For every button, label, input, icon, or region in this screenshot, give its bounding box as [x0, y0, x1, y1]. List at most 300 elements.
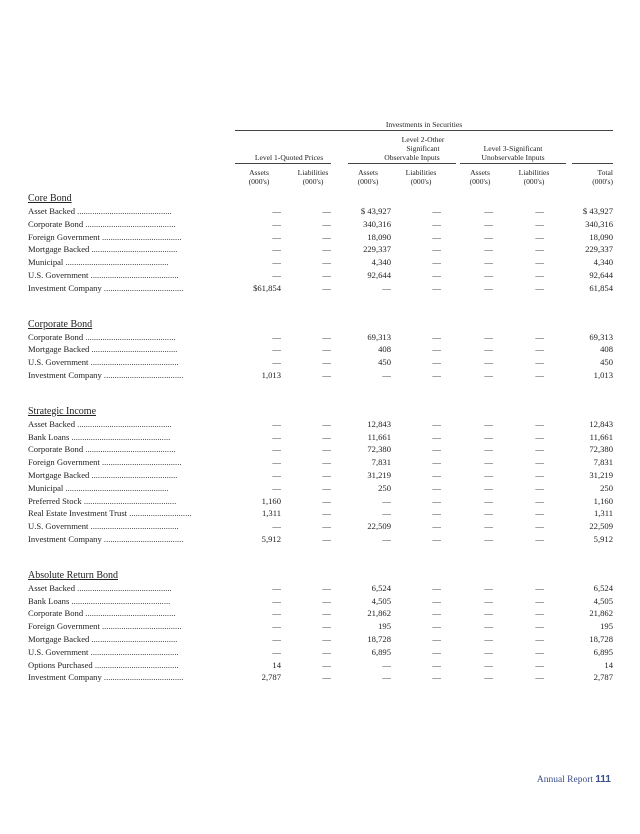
cell-l2-liabilities: — — [432, 608, 441, 619]
cell-l2-assets: $ 43,927 — [360, 206, 391, 216]
leader-dots: ..................................... — [101, 672, 184, 683]
cell-l3-assets: — — [484, 206, 493, 216]
row-label-text: Asset Backed — [28, 582, 76, 593]
cell-l1-liabilities: — — [322, 621, 331, 632]
cell-l2-assets: — — [382, 533, 391, 544]
row-label-text: Bank Loans — [28, 431, 70, 442]
cell-total: 22,509 — [589, 521, 613, 532]
cell-total: 4,505 — [593, 595, 613, 606]
row-label-text: Corporate Bond — [28, 608, 84, 619]
table-row — [28, 495, 613, 508]
cell-l2-liabilities: — — [432, 672, 441, 683]
cell-l3-liabilities: — — [535, 482, 544, 493]
cell-l2-liabilities: — — [432, 357, 441, 368]
cell-l3-assets: — — [484, 533, 493, 544]
cell-l1-assets: — — [272, 482, 281, 493]
cell-l2-liabilities: — — [432, 621, 441, 632]
cell-l3-liabilities: — — [535, 672, 544, 683]
cell-l1-assets: — — [272, 244, 281, 255]
cell-l2-assets: 22,509 — [367, 521, 391, 532]
cell-l3-assets: — — [484, 621, 493, 632]
cell-l3-assets: — — [484, 444, 493, 455]
cell-l3-liabilities: — — [535, 495, 544, 506]
cell-l2-liabilities: — — [432, 206, 441, 216]
leader-dots: ........................................... — [81, 495, 177, 506]
cell-l3-liabilities: — — [535, 231, 544, 242]
leader-dots: ......................................... — [88, 646, 179, 657]
cell-l2-liabilities: — — [432, 431, 441, 442]
cell-l3-liabilities: — — [535, 633, 544, 644]
cell-l1-liabilities: — — [322, 482, 331, 493]
cell-total: 21,862 — [589, 608, 613, 619]
row-label-text: Investment Company — [28, 533, 102, 544]
row-label — [28, 431, 234, 444]
col-l2-liabilities: Liabilities — [405, 168, 437, 177]
page-number: 111 — [595, 774, 611, 785]
cell-l3-liabilities: — — [535, 369, 544, 380]
cell-l2-assets: 12,843 — [367, 418, 391, 429]
table-row — [28, 646, 613, 659]
cell-l2-liabilities: — — [432, 595, 441, 606]
section-spacer — [28, 295, 613, 318]
cell-l2-assets: 229,337 — [363, 244, 391, 255]
table-row — [28, 607, 613, 620]
cell-l1-liabilities: — — [322, 608, 331, 619]
total-rule — [572, 163, 613, 164]
table-row — [28, 595, 613, 608]
cell-l3-assets: — — [484, 672, 493, 683]
table-row — [28, 356, 613, 369]
row-label-text: Preferred Stock — [28, 495, 82, 506]
cell-l3-assets: — — [484, 582, 493, 593]
leader-dots: ................................................ — [63, 482, 169, 493]
level1-rule — [235, 163, 331, 164]
section-table — [28, 582, 613, 684]
leader-dots: .............................................. — [69, 595, 171, 606]
cell-l3-assets: — — [484, 646, 493, 657]
cell-l3-assets: — — [484, 659, 493, 670]
level2-title-line1: Level 2-Other — [401, 135, 445, 144]
col-l2-assets: Assets — [358, 168, 378, 177]
cell-l3-liabilities: — — [535, 282, 544, 293]
row-label — [28, 671, 234, 684]
cell-l1-assets: — — [272, 595, 281, 606]
cell-l2-assets: 6,895 — [371, 646, 391, 657]
level3-rule — [460, 163, 566, 164]
cell-total: $ 43,927 — [582, 206, 613, 216]
cell-l2-liabilities: — — [432, 646, 441, 657]
cell-l3-liabilities: — — [535, 444, 544, 455]
leader-dots: ..................................... — [101, 533, 184, 544]
cell-l1-assets: 14 — [272, 659, 281, 670]
cell-l3-assets: — — [484, 257, 493, 268]
level3-title-line1: Level 3-Significant — [483, 144, 543, 153]
cell-l2-liabilities: — — [432, 369, 441, 380]
cell-l2-assets: 11,661 — [367, 431, 391, 442]
cell-l3-liabilities: — — [535, 206, 544, 216]
cell-total: 92,644 — [589, 269, 613, 280]
cell-l2-liabilities: — — [432, 269, 441, 280]
cell-total: 6,895 — [593, 646, 613, 657]
cell-l3-liabilities: — — [535, 469, 544, 480]
section-table — [28, 331, 613, 382]
cell-l3-liabilities: — — [535, 521, 544, 532]
cell-total: 14 — [604, 659, 613, 670]
cell-l2-assets: — — [382, 369, 391, 380]
cell-l2-liabilities: — — [432, 495, 441, 506]
level2-title-line2: Significant — [406, 144, 440, 153]
leader-dots: ............................................ — [75, 418, 172, 429]
cell-total: 408 — [600, 344, 613, 355]
table-row — [28, 269, 613, 282]
footer-label: Annual Report — [536, 775, 594, 785]
table-header — [28, 118, 613, 192]
row-label — [28, 369, 234, 382]
cell-total: 229,337 — [585, 244, 613, 255]
cell-l3-liabilities: — — [535, 457, 544, 468]
leader-dots: .......................................... — [83, 608, 176, 619]
cell-l2-assets: — — [382, 672, 391, 683]
cell-l1-assets: — — [272, 206, 281, 216]
cell-l3-assets: — — [484, 508, 493, 519]
cell-l1-liabilities: — — [322, 257, 331, 268]
cell-l3-assets: — — [484, 457, 493, 468]
section-table — [28, 418, 613, 546]
cell-l3-assets: — — [484, 595, 493, 606]
cell-l3-assets: — — [484, 344, 493, 355]
cell-l2-assets: 340,316 — [363, 218, 391, 229]
row-label-text: U.S. Government — [28, 646, 89, 657]
row-label-text: Mortgage Backed — [28, 344, 90, 355]
table-row — [28, 218, 613, 231]
cell-l2-liabilities: — — [432, 482, 441, 493]
cell-l1-assets: — — [272, 218, 281, 229]
row-label — [28, 256, 234, 269]
table-row — [28, 418, 613, 431]
section-title: Core Bond — [28, 193, 72, 204]
cell-l1-liabilities: — — [322, 244, 331, 255]
cell-l1-assets: 1,160 — [261, 495, 281, 506]
cell-l2-liabilities: — — [432, 469, 441, 480]
cell-l2-liabilities: — — [432, 457, 441, 468]
cell-l3-assets: — — [484, 331, 493, 342]
leader-dots: ............................................ — [75, 582, 172, 593]
cell-l3-assets: — — [484, 244, 493, 255]
cell-total: 340,316 — [585, 218, 613, 229]
cell-l3-assets: — — [484, 521, 493, 532]
cell-l2-assets: 31,219 — [367, 469, 391, 480]
section-spacer — [28, 546, 613, 569]
cell-l1-assets: $61,854 — [253, 282, 281, 293]
cell-l3-assets: — — [484, 418, 493, 429]
cell-l3-assets: — — [484, 469, 493, 480]
leader-dots: ........................................ — [89, 469, 178, 480]
row-label-text: Corporate Bond — [28, 331, 84, 342]
cell-l1-liabilities: — — [322, 508, 331, 519]
row-label-text: Investment Company — [28, 369, 102, 380]
row-label — [28, 269, 234, 282]
cell-l2-liabilities: — — [432, 282, 441, 293]
col-l3-liabilities: Liabilities — [518, 168, 550, 177]
row-label — [28, 331, 234, 344]
cell-l2-assets: 72,380 — [367, 444, 391, 455]
leader-dots: ..................................... — [99, 231, 182, 242]
col-total: Total — [597, 168, 613, 177]
row-label-text: Investment Company — [28, 282, 102, 293]
leader-dots: ........................................ — [89, 633, 178, 644]
row-label — [28, 646, 234, 659]
cell-total: 31,219 — [589, 469, 613, 480]
level3-title-line2: Unobservable Inputs — [481, 153, 545, 162]
leader-dots: ............................. — [127, 508, 192, 519]
leader-dots: ....................................... — [92, 659, 179, 670]
table-row — [28, 507, 613, 520]
cell-l2-liabilities: — — [432, 218, 441, 229]
row-label-text: Mortgage Backed — [28, 633, 90, 644]
cell-l1-liabilities: — — [322, 659, 331, 670]
table-row — [28, 256, 613, 269]
cell-total: 18,728 — [589, 633, 613, 644]
cell-l3-assets: — — [484, 231, 493, 242]
leader-dots: ..................................... — [99, 621, 182, 632]
table-row — [28, 282, 613, 295]
cell-total: 4,340 — [593, 257, 613, 268]
cell-l1-liabilities: — — [322, 457, 331, 468]
cell-l3-liabilities: — — [535, 582, 544, 593]
row-label-text: Foreign Government — [28, 457, 100, 468]
cell-l1-assets: — — [272, 257, 281, 268]
table-row — [28, 633, 613, 646]
table-row — [28, 231, 613, 244]
row-label-text: Asset Backed — [28, 206, 76, 216]
cell-l1-liabilities: — — [322, 282, 331, 293]
cell-l1-assets: — — [272, 608, 281, 619]
cell-l2-liabilities: — — [432, 582, 441, 593]
cell-l2-liabilities: — — [432, 257, 441, 268]
cell-l3-liabilities: — — [535, 344, 544, 355]
cell-l3-liabilities: — — [535, 244, 544, 255]
table-row — [28, 456, 613, 469]
cell-l1-liabilities: — — [322, 533, 331, 544]
cell-l1-liabilities: — — [322, 431, 331, 442]
table-row — [28, 431, 613, 444]
leader-dots: ........................................ — [89, 344, 178, 355]
row-label — [28, 282, 234, 295]
leader-dots: ..................................... — [101, 282, 184, 293]
row-label — [28, 607, 234, 620]
cell-total: 250 — [600, 482, 613, 493]
cell-l1-assets: 1,311 — [261, 508, 281, 519]
cell-total: 450 — [600, 357, 613, 368]
leader-dots: .............................................. — [69, 431, 171, 442]
row-label — [28, 243, 234, 256]
cell-l1-assets: 5,912 — [261, 533, 281, 544]
row-label-text: Corporate Bond — [28, 444, 84, 455]
cell-l2-assets: 450 — [378, 357, 391, 368]
table-row — [28, 331, 613, 344]
cell-l3-assets: — — [484, 269, 493, 280]
leader-dots: ................................................ — [63, 257, 169, 268]
cell-l1-assets: — — [272, 621, 281, 632]
cell-l2-liabilities: — — [432, 533, 441, 544]
leader-dots: ........................................ — [89, 244, 178, 255]
cell-l1-liabilities: — — [322, 521, 331, 532]
cell-l1-assets: — — [272, 521, 281, 532]
cell-l2-assets: — — [382, 282, 391, 293]
col-l2-assets-units: (000's) — [357, 177, 379, 186]
row-label-text: Corporate Bond — [28, 218, 84, 229]
cell-l2-assets: 18,728 — [367, 633, 391, 644]
cell-l2-assets: 4,505 — [371, 595, 391, 606]
level2-title-line3: Observable Inputs — [384, 153, 440, 162]
cell-l3-liabilities: — — [535, 621, 544, 632]
table-row — [28, 343, 613, 356]
section-table — [28, 205, 613, 295]
row-label — [28, 482, 234, 495]
cell-total: 1,311 — [593, 508, 613, 519]
cell-l3-liabilities: — — [535, 646, 544, 657]
cell-l1-assets: — — [272, 418, 281, 429]
cell-l2-assets: 21,862 — [367, 608, 391, 619]
cell-l3-assets: — — [484, 369, 493, 380]
header-rule — [235, 130, 613, 131]
row-label — [28, 356, 234, 369]
cell-l2-assets: 4,340 — [371, 257, 391, 268]
cell-l1-liabilities: — — [322, 418, 331, 429]
cell-l1-liabilities: — — [322, 469, 331, 480]
row-label — [28, 456, 234, 469]
cell-l3-assets: — — [484, 495, 493, 506]
leader-dots: ......................................... — [88, 269, 179, 280]
cell-l2-assets: — — [382, 659, 391, 670]
row-label — [28, 659, 234, 672]
cell-total: 6,524 — [593, 582, 613, 593]
cell-l2-liabilities: — — [432, 508, 441, 519]
table-row — [28, 482, 613, 495]
section-title: Strategic Income — [28, 405, 97, 417]
cell-l1-assets: — — [272, 231, 281, 242]
row-label — [28, 595, 234, 608]
cell-l1-assets: — — [272, 431, 281, 442]
row-label-text: Real Estate Investment Trust — [28, 508, 128, 519]
table-row — [28, 659, 613, 672]
cell-l3-assets: — — [484, 633, 493, 644]
cell-l1-assets: — — [272, 633, 281, 644]
cell-l3-assets: — — [484, 357, 493, 368]
section-title: Corporate Bond — [28, 318, 93, 330]
cell-l2-liabilities: — — [432, 331, 441, 342]
cell-l2-assets: 195 — [378, 621, 391, 632]
col-l3-assets-units: (000's) — [469, 177, 491, 186]
row-label-text: Foreign Government — [28, 621, 100, 632]
row-label-text: U.S. Government — [28, 521, 89, 532]
table-row — [28, 533, 613, 546]
cell-l1-liabilities: — — [322, 369, 331, 380]
row-label — [28, 469, 234, 482]
cell-l3-assets: — — [484, 608, 493, 619]
cell-l1-liabilities: — — [322, 495, 331, 506]
cell-total: 72,380 — [589, 444, 613, 455]
cell-l2-assets: 92,644 — [367, 269, 391, 280]
level1-title: Level 1-Quoted Prices — [254, 153, 324, 162]
col-total-units: (000's) — [592, 177, 613, 186]
cell-l1-liabilities: — — [322, 231, 331, 242]
cell-l1-liabilities: — — [322, 331, 331, 342]
cell-total: 61,854 — [589, 282, 613, 293]
row-label — [28, 218, 234, 231]
cell-l1-assets: — — [272, 344, 281, 355]
row-label-text: Mortgage Backed — [28, 469, 90, 480]
table-body — [28, 192, 613, 684]
table-row — [28, 369, 613, 382]
group-title: Investments in Securities — [385, 120, 463, 129]
cell-total: 5,912 — [593, 533, 613, 544]
cell-l2-liabilities: — — [432, 444, 441, 455]
cell-l3-liabilities: — — [535, 508, 544, 519]
cell-total: 1,160 — [593, 495, 613, 506]
cell-l1-assets: 2,787 — [261, 672, 281, 683]
cell-total: 12,843 — [589, 418, 613, 429]
cell-total: 69,313 — [589, 331, 613, 342]
row-label — [28, 520, 234, 533]
row-label-text: Municipal — [28, 482, 64, 493]
cell-l1-liabilities: — — [322, 357, 331, 368]
row-label — [28, 495, 234, 508]
cell-l3-liabilities: — — [535, 269, 544, 280]
cell-l1-assets: — — [272, 582, 281, 593]
cell-l1-liabilities: — — [322, 344, 331, 355]
cell-l3-liabilities: — — [535, 331, 544, 342]
col-l1-assets: Assets — [249, 168, 269, 177]
cell-l2-assets: — — [382, 495, 391, 506]
row-label-text: U.S. Government — [28, 357, 89, 368]
cell-l3-assets: — — [484, 431, 493, 442]
cell-l3-liabilities: — — [535, 533, 544, 544]
cell-l1-assets: — — [272, 331, 281, 342]
leader-dots: ............................................ — [75, 206, 172, 216]
row-label-text: Investment Company — [28, 672, 102, 683]
cell-l3-liabilities: — — [535, 608, 544, 619]
row-label-text: U.S. Government — [28, 269, 89, 280]
cell-l2-liabilities: — — [432, 633, 441, 644]
cell-l3-liabilities: — — [535, 659, 544, 670]
row-label — [28, 633, 234, 646]
leader-dots: .......................................... — [83, 444, 176, 455]
row-label — [28, 443, 234, 456]
cell-l1-liabilities: — — [322, 633, 331, 644]
leader-dots: ......................................... — [88, 521, 179, 532]
table-row — [28, 671, 613, 684]
cell-l3-liabilities: — — [535, 218, 544, 229]
cell-l2-assets: 408 — [378, 344, 391, 355]
cell-l1-liabilities: — — [322, 595, 331, 606]
cell-l3-assets: — — [484, 482, 493, 493]
row-label-text: Municipal — [28, 257, 64, 268]
cell-l1-liabilities: — — [322, 269, 331, 280]
cell-l3-liabilities: — — [535, 595, 544, 606]
cell-l2-assets: — — [382, 508, 391, 519]
row-label — [28, 418, 234, 431]
cell-l3-assets: — — [484, 282, 493, 293]
col-l1-liabilities: Liabilities — [297, 168, 329, 177]
cell-l2-liabilities: — — [432, 231, 441, 242]
cell-l1-assets: — — [272, 269, 281, 280]
cell-l2-liabilities: — — [432, 418, 441, 429]
cell-l2-liabilities: — — [432, 521, 441, 532]
row-label — [28, 582, 234, 595]
leader-dots: ..................................... — [101, 369, 184, 380]
level2-rule — [348, 163, 456, 164]
